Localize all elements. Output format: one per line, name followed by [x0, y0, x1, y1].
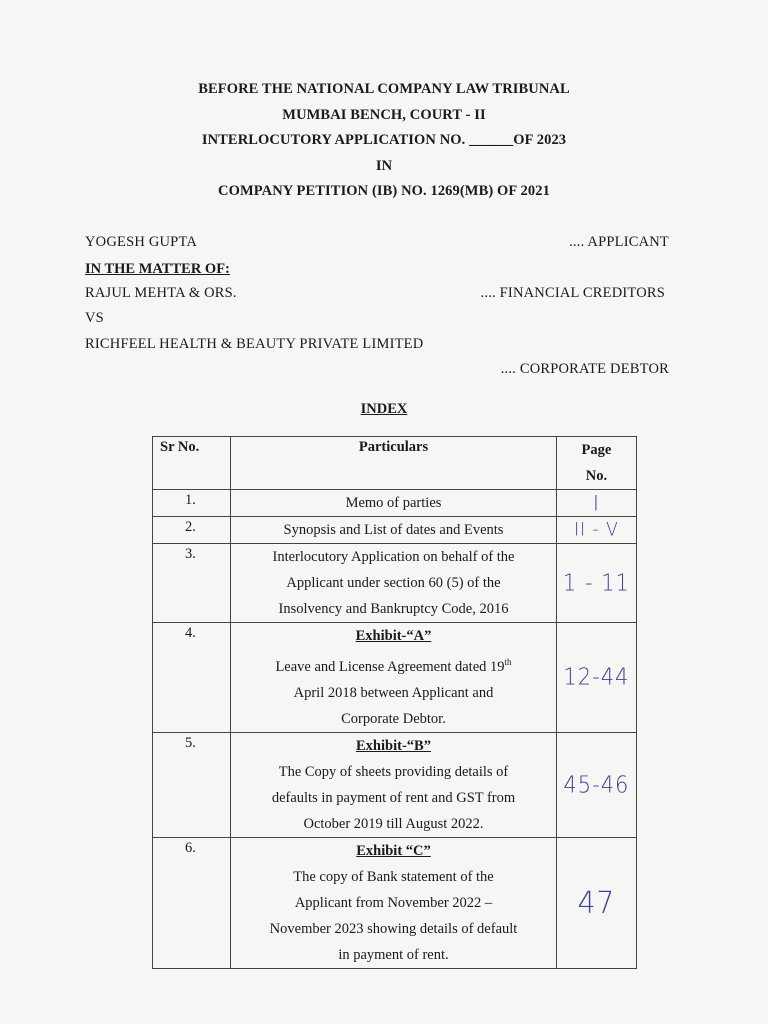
particulars-line: Insolvency and Bankruptcy Code, 2016 — [278, 601, 509, 617]
handwritten-page-number — [556, 837, 636, 968]
particulars-line: The Copy of sheets providing details of — [278, 763, 509, 780]
exhibit-label: Exhibit-“B” — [356, 737, 431, 754]
exhibit-label: Exhibit “C” — [356, 842, 431, 859]
page-no-header — [556, 437, 636, 490]
particulars-line: Applicant from November 2022 – — [294, 894, 493, 911]
creditor-name: RAJUL MEHTA & ORS. — [85, 285, 237, 301]
creditor-role: .... FINANCIAL CREDITORS — [480, 285, 665, 301]
index-title: INDEX — [360, 401, 408, 417]
applicant-name: YOGESH GUPTA — [85, 234, 198, 250]
particulars-cell — [231, 544, 557, 623]
page-header-line1: Page — [581, 442, 612, 458]
index-header-row — [153, 437, 637, 490]
sr-number: 6. — [153, 837, 231, 968]
page-number-text: II - V — [574, 519, 619, 541]
particulars-cell — [231, 623, 557, 733]
debtor-name: RICHFEEL HEALTH & BEAUTY PRIVATE LIMITED — [85, 336, 424, 352]
particulars-line: April 2018 between Applicant and — [293, 684, 494, 701]
particulars-line: October 2019 till August 2022. — [303, 815, 484, 832]
applicant-role: .... APPLICANT — [569, 234, 669, 250]
table-row — [153, 837, 637, 968]
page-number-text: 12-44 — [563, 664, 630, 691]
page-number-text: I — [592, 490, 600, 516]
bench-heading: MUMBAI BENCH, COURT - II — [282, 107, 486, 123]
debtor-role: .... CORPORATE DEBTOR — [500, 361, 669, 377]
particulars-line: in payment of rent. — [338, 946, 449, 963]
in-heading: IN — [375, 158, 393, 174]
table-row — [153, 490, 637, 517]
table-row — [153, 544, 637, 623]
particulars-line: Leave and License Agreement dated 19th — [275, 657, 512, 675]
handwritten-page-number — [556, 490, 636, 517]
vs-label: VS — [85, 310, 104, 326]
sr-number: 4. — [153, 623, 231, 733]
page-number-text: 47 — [577, 885, 616, 921]
page-number-text: 45-46 — [563, 771, 630, 798]
particulars-line: Synopsis and List of dates and Events — [283, 522, 504, 538]
petition-heading: COMPANY PETITION (IB) NO. 1269(MB) OF 2021 — [218, 183, 550, 199]
page-number-text: 1 - 11 — [562, 570, 630, 596]
index-table — [152, 436, 637, 969]
sr-number: 3. — [153, 544, 231, 623]
handwritten-page-number — [556, 623, 636, 733]
tribunal-heading: BEFORE THE NATIONAL COMPANY LAW TRIBUNAL — [198, 81, 570, 97]
sr-number: 1. — [153, 490, 231, 517]
handwritten-page-number — [556, 732, 636, 837]
page-header-line2: No. — [585, 468, 608, 484]
particulars-cell — [231, 837, 557, 968]
particulars-line: The copy of Bank statement of the — [293, 868, 494, 885]
particulars-line: Corporate Debtor. — [341, 710, 446, 727]
particulars-header: Particulars — [231, 437, 557, 490]
table-row — [153, 517, 637, 544]
particulars-cell — [231, 490, 557, 517]
table-row — [153, 732, 637, 837]
particulars-cell — [231, 517, 557, 544]
in-the-matter-of-label: IN THE MATTER OF: — [85, 261, 230, 277]
sr-number: 2. — [153, 517, 231, 544]
particulars-line: Interlocutory Application on behalf of the — [272, 549, 515, 565]
handwritten-page-number — [556, 517, 636, 544]
exhibit-label: Exhibit-“A” — [355, 628, 432, 644]
sr-number: 5. — [153, 732, 231, 837]
particulars-line: November 2023 showing details of default — [269, 920, 518, 937]
particulars-line: Applicant under section 60 (5) of the — [286, 575, 501, 591]
particulars-line: Memo of parties — [345, 495, 442, 511]
sr-no-header: Sr No. — [153, 437, 231, 490]
particulars-line: defaults in payment of rent and GST from — [271, 789, 516, 806]
table-row — [153, 623, 637, 733]
application-heading: INTERLOCUTORY APPLICATION NO. ______OF 2023 — [201, 132, 567, 148]
handwritten-page-number — [556, 544, 636, 623]
particulars-cell — [231, 732, 557, 837]
